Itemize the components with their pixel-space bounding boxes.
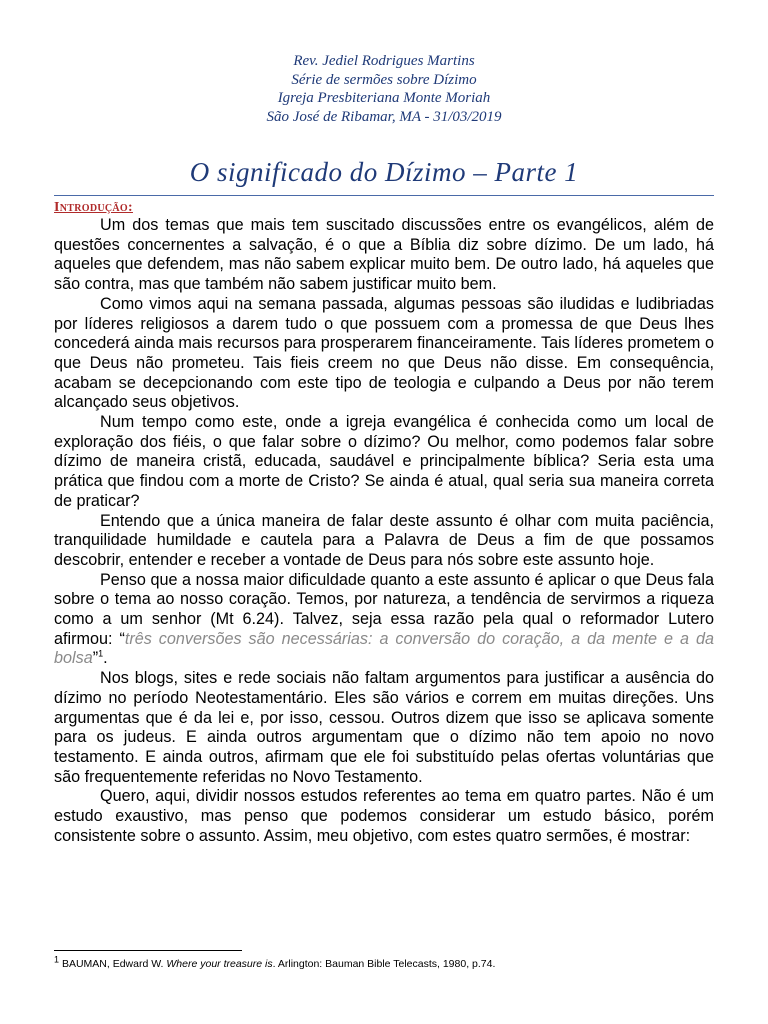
footnote-publication: . Arlington: Bauman Bible Telecasts, 1980, p.74.	[272, 958, 496, 970]
paragraph-5	[54, 571, 714, 670]
quote-close: ”	[92, 649, 99, 668]
section-heading: Introdução:	[54, 200, 133, 215]
place-date-line: São José de Ribamar, MA - 31/03/2019	[266, 108, 502, 125]
document-body	[54, 216, 714, 847]
paragraph-5-text: Penso que a nossa maior dificuldade quanto a este assunto é aplicar o que Deus fala sobre o tema ao nosso coração. Temos, por natureza, a tendência de servirmos a riqueza como a um senhor (Mt 6.24). Talvez, seja essa razão pela qual o reformador Lutero afirmou: “	[54, 570, 714, 648]
author-line: Rev. Jediel Rodrigues Martins	[293, 53, 475, 69]
church-line: Igreja Presbiteriana Monte Moriah	[277, 90, 491, 106]
paragraph-2: Como vimos aqui na semana passada, algumas pessoas são iludidas e ludibriadas por líderes religiosos a darem tudo o que possuem com a promessa de que Deus lhes concederá ainda mais recursos para prosperarem financeiramente. Tais líderes prometem o que Deus não prometeu. Tais fieis creem no que Deus não disse. Em consequência, acabam se decepcionando com este tipo de teologia e culpando a Deus por não terem alcançado seus objetivos.	[54, 294, 714, 412]
luther-quote: três conversões são necessárias: a conversão do coração, a da mente e a da bolsa	[54, 629, 714, 668]
paragraph-4: Entendo que a única maneira de falar deste assunto é olhar com muita paciência, tranquilidade humildade e cautela para a Palavra de Deus a fim de que possamos descobrir, entender e receber a vontade de Deus para nós sobre este assunto hoje.	[54, 511, 714, 569]
page-title: O significado do Dízimo – Parte 1	[189, 157, 579, 187]
sermon-header	[0, 52, 768, 126]
paragraph-6: Nos blogs, sites e rede sociais não faltam argumentos para justificar a ausência do dízimo no período Neotestamentário. Eles são vários e correm em muitas direções. Uns argumentas que é da lei e, por isso, cessou. Outros dizem que isso se aplicava somente para os judeus. E ainda outros argumentam que o dízimo não tem apoio no novo testamento. E ainda outros, afirmam que ele foi substituído pelas ofertas voluntárias que são frequentemente referidas no Novo Testamento.	[54, 669, 714, 786]
footnote-author: BAUMAN, Edward W.	[61, 958, 164, 970]
footnote-reference[interactable]: 1	[98, 649, 104, 660]
title-divider	[54, 195, 714, 196]
series-line: Série de sermões sobre Dízimo	[291, 71, 477, 88]
paragraph-1: Um dos temas que mais tem suscitado discussões entre os evangélicos, além de questões concernentes a salvação, é o que a Bíblia diz sobre dízimo. De um lado, há aqueles que defendem, mas não sabem explicar muito bem. De outro lado, há aqueles que são contra, mas que também não sabem justificar muito bem.	[54, 216, 714, 294]
footnote-book-title: Where your treasure is	[166, 958, 273, 970]
footnote	[54, 954, 714, 971]
paragraph-5-end: .	[103, 649, 108, 668]
footnote-number: 1	[54, 954, 60, 965]
paragraph-7: Quero, aqui, dividir nossos estudos referentes ao tema em quatro partes. Não é um estudo exaustivo, mas penso que podemos considerar um estudo básico, porém consistente sobre o assunto. Assim, meu objetivo, com estes quatro sermões, é mostrar:	[54, 787, 714, 845]
paragraph-3: Num tempo como este, onde a igreja evangélica é conhecida como um local de exploração dos fiéis, o que falar sobre o dízimo? Ou melhor, como podemos falar sobre dízimo de maneira cristã, educada, saudável e principalmente bíblica? Seria esta uma prática que findou com a morte de Cristo? Se ainda é atual, qual seria sua maneira correta de praticar?	[54, 413, 714, 510]
footnote-divider	[54, 950, 242, 951]
